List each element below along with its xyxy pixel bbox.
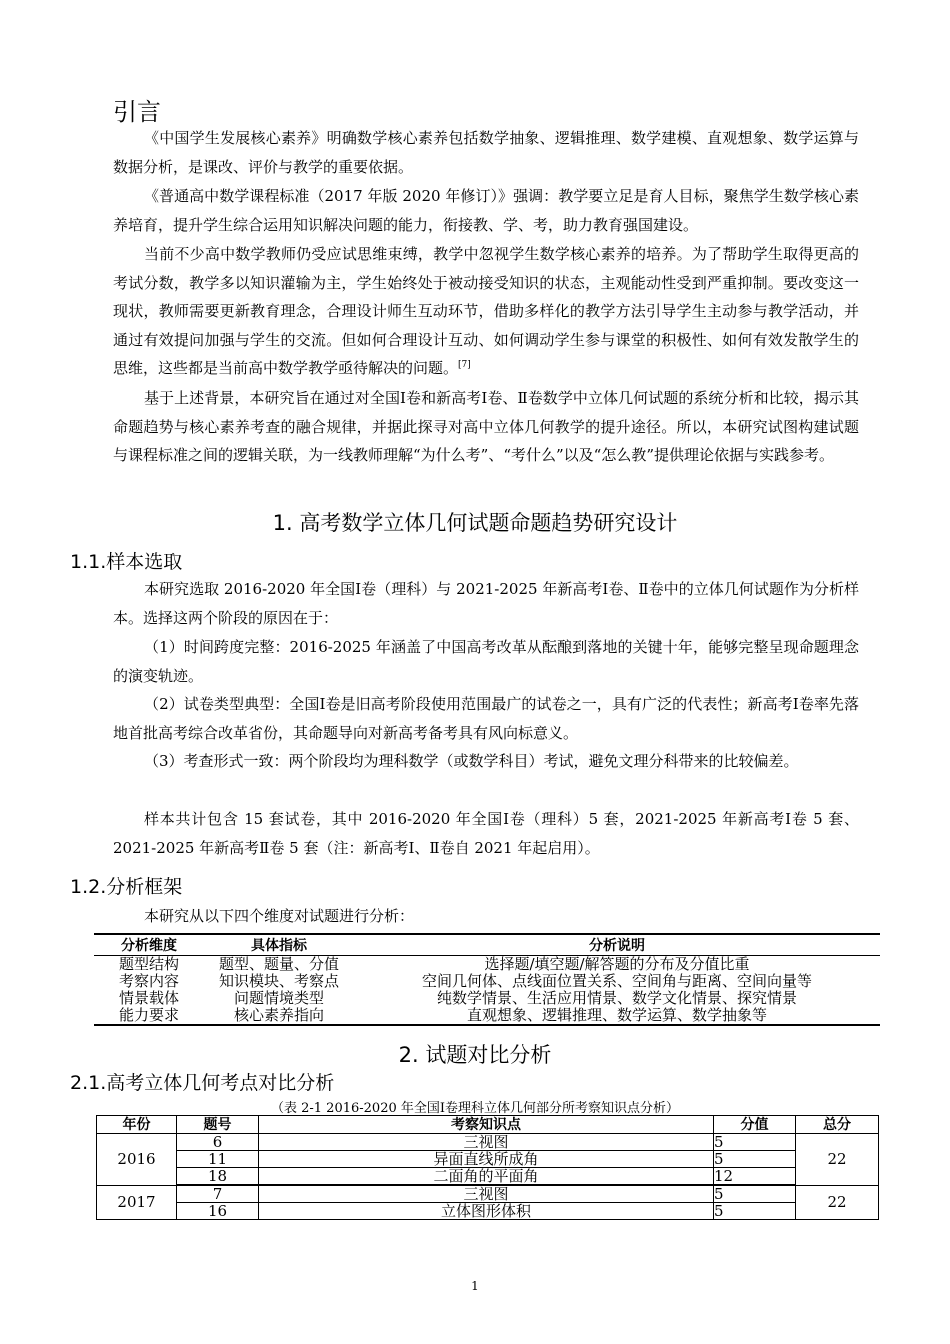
table-cell: 题型、题量、分值 [218,955,339,973]
framework-table [94,933,880,1026]
knowledge-point-cell: 二面角的平面角 [259,1168,714,1186]
intro-paragraph-3 [113,240,859,383]
score-cell: 5 [714,1151,796,1168]
table-cell: 考察内容 [118,972,179,990]
page-number: 1 [471,1279,479,1293]
column-header: 分析说明 [354,934,880,956]
table-row [97,1203,879,1220]
section-1-1-heading: 1.1.样本选取 [70,551,183,573]
sample-paragraph-4: （3）考查形式一致：两个阶段均为理科数学（或数学科目）考试，避免文理分科带来的比较偏差。 [144,752,799,770]
intro-paragraph-1: 《中国学生发展核心素养》明确数学核心素养包括数学抽象、逻辑推理、数学建模、直观想象、数学运算与数据分析，是课改、评价与教学的重要依据。 [113,129,859,176]
total-cell: 22 [796,1185,879,1220]
sample-paragraph-2: （1）时间跨度完整：2016-2025 年涵盖了中国高考改革从酝酿到落地的关键十年，能够完整呈现命题理念的演变轨迹。 [113,638,859,685]
year-cell: 2017 [97,1185,177,1220]
section-2-heading: 2. 试题对比分析 [398,1043,552,1067]
table-cell: 直观想象、逻辑推理、数学运算、数学抽象等 [354,1007,880,1025]
framework-table-header [94,934,880,956]
sample-paragraph-1: 本研究选取 2016-2020 年全国Ⅰ卷（理科）与 2021-2025 年新高考Ⅰ卷、Ⅱ卷中的立体几何试题作为分析样本。选择这两个阶段的原因在于： [113,580,859,627]
table-row [94,956,880,974]
column-header: 年份 [97,1116,177,1134]
question-number-cell: 18 [177,1168,259,1186]
knowledge-table-header [97,1116,879,1134]
citation-mark: [7] [458,360,471,370]
knowledge-point-cell: 三视图 [259,1134,714,1151]
table-cell: 纯数学情景、生活应用情景、数学文化情景、探究情景 [436,989,797,1007]
question-number-cell: 7 [177,1185,259,1203]
table-row [94,1007,880,1025]
knowledge-point-cell: 立体图形体积 [259,1203,714,1220]
sample-paragraph-3: （2）试卷类型典型：全国Ⅰ卷是旧高考阶段使用范围最广的试卷之一，具有广泛的代表性；新高考Ⅰ卷率先落地首批高考综合改革省份，其命题导向对新高考备考具有风向标意义。 [113,695,859,742]
question-number-cell: 6 [177,1134,259,1151]
knowledge-point-cell: 异面直线所成角 [259,1151,714,1168]
table-row [97,1185,879,1203]
score-cell: 5 [714,1185,796,1203]
sample-paragraph-5: 样本共计包含 15 套试卷，其中 2016-2020 年全国Ⅰ卷（理科）5 套，2021-2025 年新高考Ⅰ卷 5 套、2021-2025 年新高考Ⅱ卷 5 套（注：新高考Ⅰ、Ⅱ卷自 2021 年起启用）。 [113,810,859,857]
column-header: 题号 [177,1116,259,1134]
table-row [94,990,880,1007]
column-header: 分值 [714,1116,796,1134]
table-row [94,973,880,990]
total-cell: 22 [796,1134,879,1186]
table-row [97,1134,879,1151]
knowledge-point-table [96,1115,879,1220]
section-1-heading: 1. 高考数学立体几何试题命题趋势研究设计 [272,511,678,535]
intro-paragraph-4: 基于上述背景，本研究旨在通过对全国Ⅰ卷和新高考Ⅰ卷、Ⅱ卷数学中立体几何试题的系统分析和比较，揭示其命题趋势与核心素养考查的融合规律，并据此探寻对高中立体几何教学的提升途径。所以，本研究试图构建试题与课程标准之间的逻辑关联，为一线教师理解“为什么考”、“考什么”以及“怎么教”提供理论依据与实践参考。 [113,389,859,464]
column-header: 总分 [796,1116,879,1134]
table-caption: （表 2-1 2016-2020 年全国Ⅰ卷理科立体几何部分所考察知识点分析） [270,1101,680,1116]
table-cell: 问题情境类型 [233,989,324,1007]
question-number-cell: 11 [177,1151,259,1168]
column-header: 考察知识点 [259,1116,714,1134]
table-row [97,1151,879,1168]
column-header: 具体指标 [204,934,354,956]
year-cell: 2016 [97,1134,177,1186]
table-cell: 能力要求 [94,1007,204,1025]
table-cell: 核心素养指向 [204,1007,354,1025]
intro-paragraph-2: 《普通高中数学课程标准（2017 年版 2020 年修订）》强调：教学要立足是育人目标，聚焦学生数学核心素养培育，提升学生综合运用知识解决问题的能力，衔接教、学、考，助力教育强国建设。 [113,187,859,234]
column-header: 分析维度 [94,934,204,956]
section-1-2-heading: 1.2.分析框架 [70,876,183,898]
table-cell: 空间几何体、点线面位置关系、空间角与距离、空间向量等 [421,972,812,990]
table-cell: 选择题/填空题/解答题的分布及分值比重 [484,955,750,973]
framework-intro: 本研究从以下四个维度对试题进行分析： [144,907,415,925]
table-cell: 题型结构 [118,955,179,973]
intro-heading: 引言 [113,98,161,126]
score-cell: 5 [714,1134,796,1151]
table-cell: 情景载体 [118,989,179,1007]
knowledge-point-cell: 三视图 [259,1185,714,1203]
score-cell: 5 [714,1203,796,1220]
table-row [97,1168,879,1186]
intro-paragraph-3-text: 当前不少高中数学教师仍受应试思维束缚，教学中忽视学生数学核心素养的培养。为了帮助学生取得更高的考试分数，教学多以知识灌输为主，学生始终处于被动接受知识的状态，主观能动性受到严重抑制。要改变这一现状，教师需要更新教育理念，合理设计师生互动环节，借助多样化的教学方法引导学生主动参与教学活动，并通过有效提问加强与学生的交流。但如何合理设计互动、如何调动学生参与课堂的积极性、如何有效发散学生的思维，这些都是当前高中数学教学亟待解决的问题。 [113,245,859,377]
score-cell: 12 [714,1168,796,1186]
question-number-cell: 16 [177,1203,259,1220]
section-2-1-heading: 2.1.高考立体几何考点对比分析 [70,1072,335,1094]
table-cell: 知识模块、考察点 [218,972,339,990]
